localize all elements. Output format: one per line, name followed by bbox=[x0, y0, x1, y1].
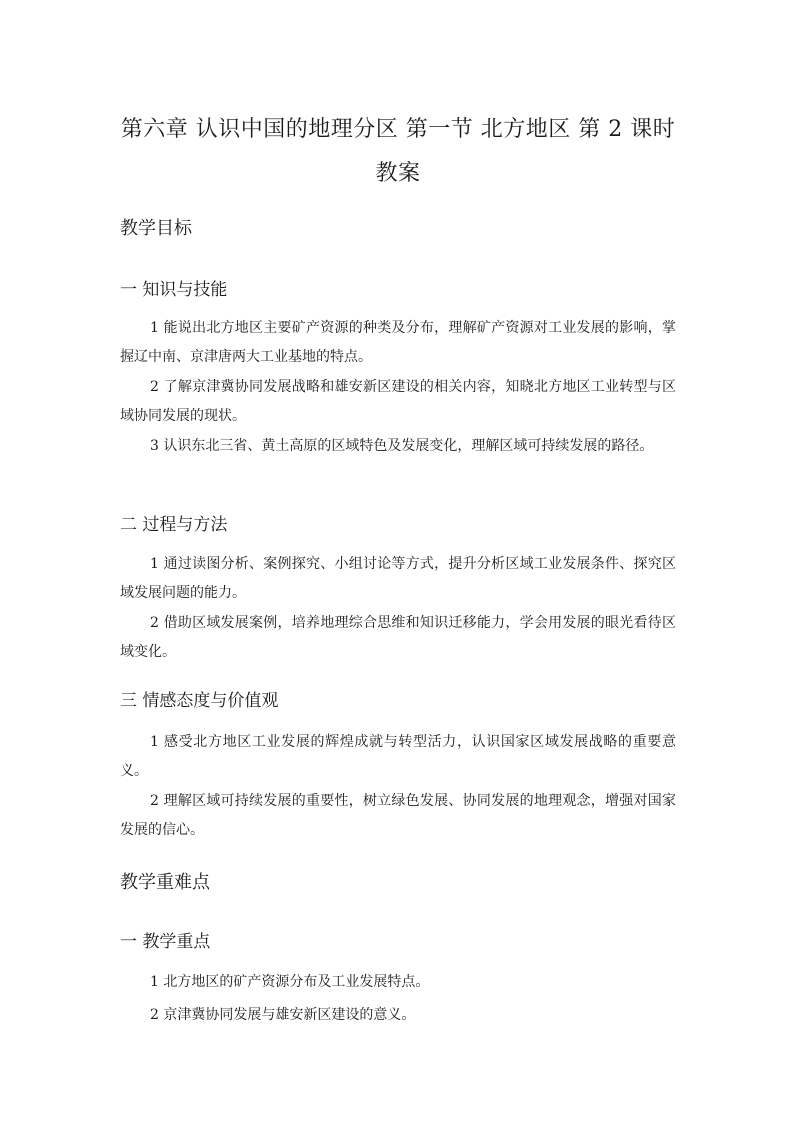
subheading-process-methods: 二 过程与方法 bbox=[120, 515, 228, 535]
subheading-teaching-focus: 一 教学重点 bbox=[120, 932, 211, 952]
process-item-1: 1 通过读图分析、案例探究、小组讨论等方式，提升分析区域工业发展条件、探究区域发展问题的能力。 bbox=[120, 556, 676, 601]
process-item-2: 2 借助区域发展案例，培养地理综合思维和知识迁移能力，学会用发展的眼光看待区域变化。 bbox=[120, 615, 676, 660]
document-title: 第六章 认识中国的地理分区 第一节 北方地区 第 2 课时 教案 bbox=[120, 117, 676, 186]
focus-item-1: 1 北方地区的矿产资源分布及工业发展特点。 bbox=[150, 974, 430, 990]
section-heading-objectives: 教学目标 bbox=[120, 218, 192, 239]
knowledge-item-1: 1 能说出北方地区主要矿产资源的种类及分布，理解矿产资源对工业发展的影响，掌握辽中南、京津唐两大工业基地的特点。 bbox=[120, 320, 676, 365]
subheading-knowledge-skills: 一 知识与技能 bbox=[120, 280, 228, 300]
knowledge-item-2: 2 了解京津冀协同发展战略和雄安新区建设的相关内容，知晓北方地区工业转型与区域协同发展的现状。 bbox=[120, 379, 676, 424]
section-heading-keypoints: 教学重难点 bbox=[120, 872, 210, 893]
subheading-attitudes-values: 三 情感态度与价值观 bbox=[120, 691, 279, 711]
knowledge-item-3: 3 认识东北三省、黄土高原的区域特色及发展变化，理解区域可持续发展的路径。 bbox=[150, 438, 654, 454]
focus-item-2: 2 京津冀协同发展与雄安新区建设的意义。 bbox=[150, 1007, 416, 1023]
attitude-item-1: 1 感受北方地区工业发展的辉煌成就与转型活力，认识国家区域发展战略的重要意义。 bbox=[120, 734, 676, 779]
attitude-item-2: 2 理解区域可持续发展的重要性，树立绿色发展、协同发展的地理观念，增强对国家发展的信心。 bbox=[120, 793, 676, 838]
